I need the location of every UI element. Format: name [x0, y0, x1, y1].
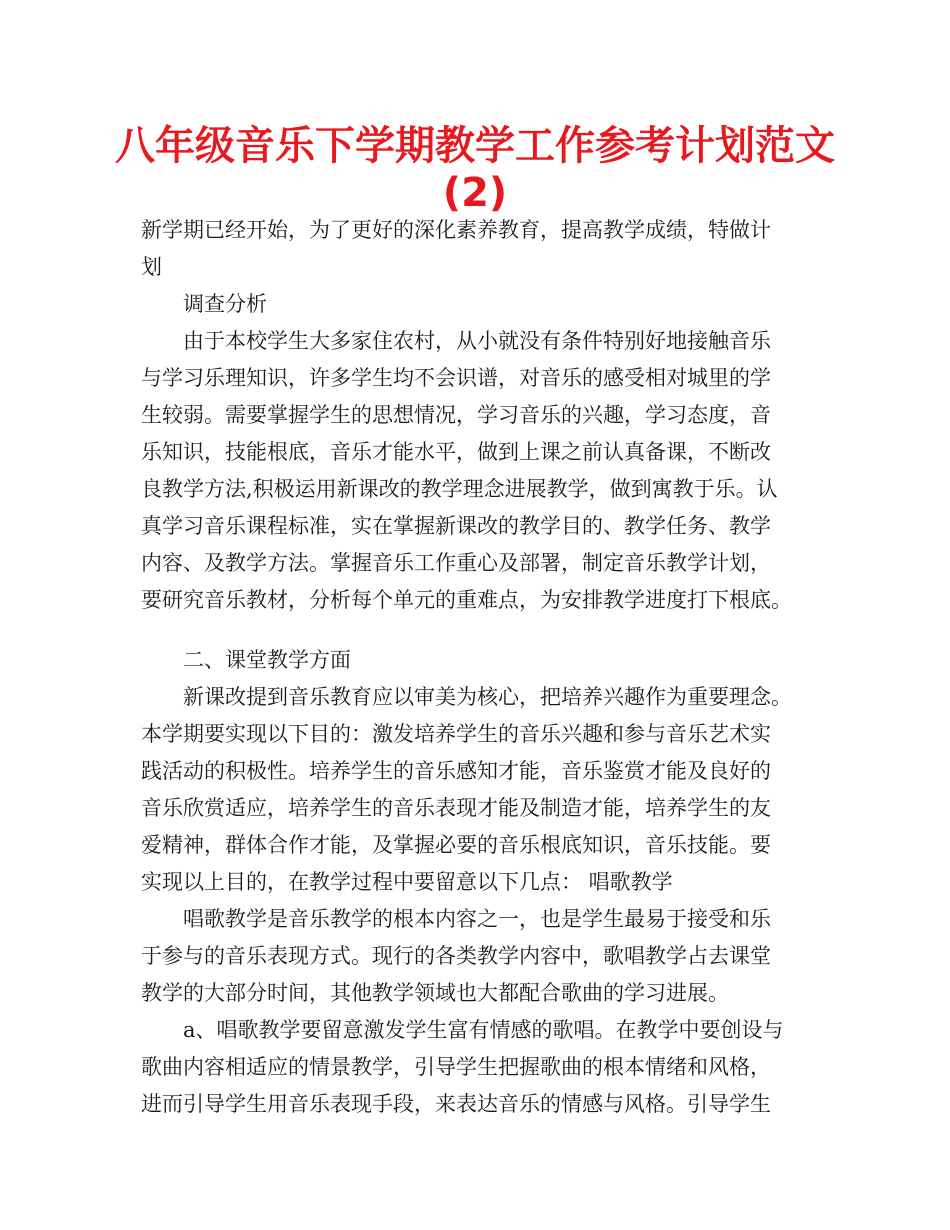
paragraph-line: 由于本校学生大多家住农村，从小就没有条件特别好地接触音乐 [183, 329, 771, 353]
paragraph-line: 内容、及教学方法。掌握音乐工作重心及部署，制定音乐教学计划， [141, 551, 771, 575]
paragraph-line: 践活动的积极性。培养学生的音乐感知才能，音乐鉴赏才能及良好的 [141, 759, 771, 783]
body-section-2 [141, 642, 831, 1123]
paragraph-line: 歌曲内容相适应的情景教学，引导学生把握歌曲的根本情绪和风格， [141, 1055, 771, 1079]
paragraph-line: 真学习音乐课程标准，实在掌握新课改的教学目的、教学任务、教学 [141, 514, 771, 538]
paragraph-line: 爱精神，群体合作才能，及掌握必要的音乐根底知识，音乐技能。要 [141, 833, 771, 857]
paragraph-line: 音乐欣赏适应，培养学生的音乐表现才能及制造才能，培养学生的友 [141, 796, 771, 820]
paragraph-line: 新课改提到音乐教育应以审美为核心，把培养兴趣作为重要理念。 [183, 685, 792, 709]
paragraph-line: 新学期已经开始，为了更好的深化素养教育，提高教学成绩，特做计 [141, 218, 771, 242]
paragraph-line: 唱歌教学是音乐教学的根本内容之一，也是学生最易于接受和乐 [183, 907, 771, 931]
paragraph-line: 教学的大部分时间，其他教学领域也大都配合歌曲的学习进展。 [141, 981, 729, 1005]
section-heading: 调查分析 [183, 292, 267, 316]
paragraph-line: 乐知识，技能根底，音乐才能水平，做到上课之前认真备课，不断改 [141, 440, 771, 464]
paragraph-line: a、唱歌教学要留意激发学生富有情感的歌唱。在教学中要创设与 [183, 1018, 784, 1042]
paragraph-line: 本学期要实现以下目的：激发培养学生的音乐兴趣和参与音乐艺术实 [141, 722, 771, 746]
paragraph-line: 要研究音乐教材，分析每个单元的重难点，为安排教学进度打下根底。 [141, 588, 792, 612]
document-title-suffix: (2) [442, 170, 508, 216]
paragraph-line: 良教学方法,积极运用新课改的教学理念进展教学，做到寓教于乐。认 [141, 477, 778, 501]
paragraph-line: 于参与的音乐表现方式。现行的各类教学内容中，歌唱教学占去课堂 [141, 944, 771, 968]
paragraph-line: 进而引导学生用音乐表现手段，来表达音乐的情感与风格。引导学生 [141, 1092, 771, 1116]
body-section-1 [141, 212, 831, 619]
document-title: 八年级音乐下学期教学工作参考计划范文 [115, 123, 835, 169]
paragraph-line: 与学习乐理知识，许多学生均不会识谱，对音乐的感受相对城里的学 [141, 366, 771, 390]
paragraph-line: 实现以上目的，在教学过程中要留意以下几点： 唱歌教学 [141, 870, 673, 894]
paragraph-line: 划 [141, 255, 162, 279]
paragraph-line: 生较弱。需要掌握学生的思想情况，学习音乐的兴趣，学习态度，音 [141, 403, 771, 427]
section-heading: 二、课堂教学方面 [183, 648, 351, 672]
